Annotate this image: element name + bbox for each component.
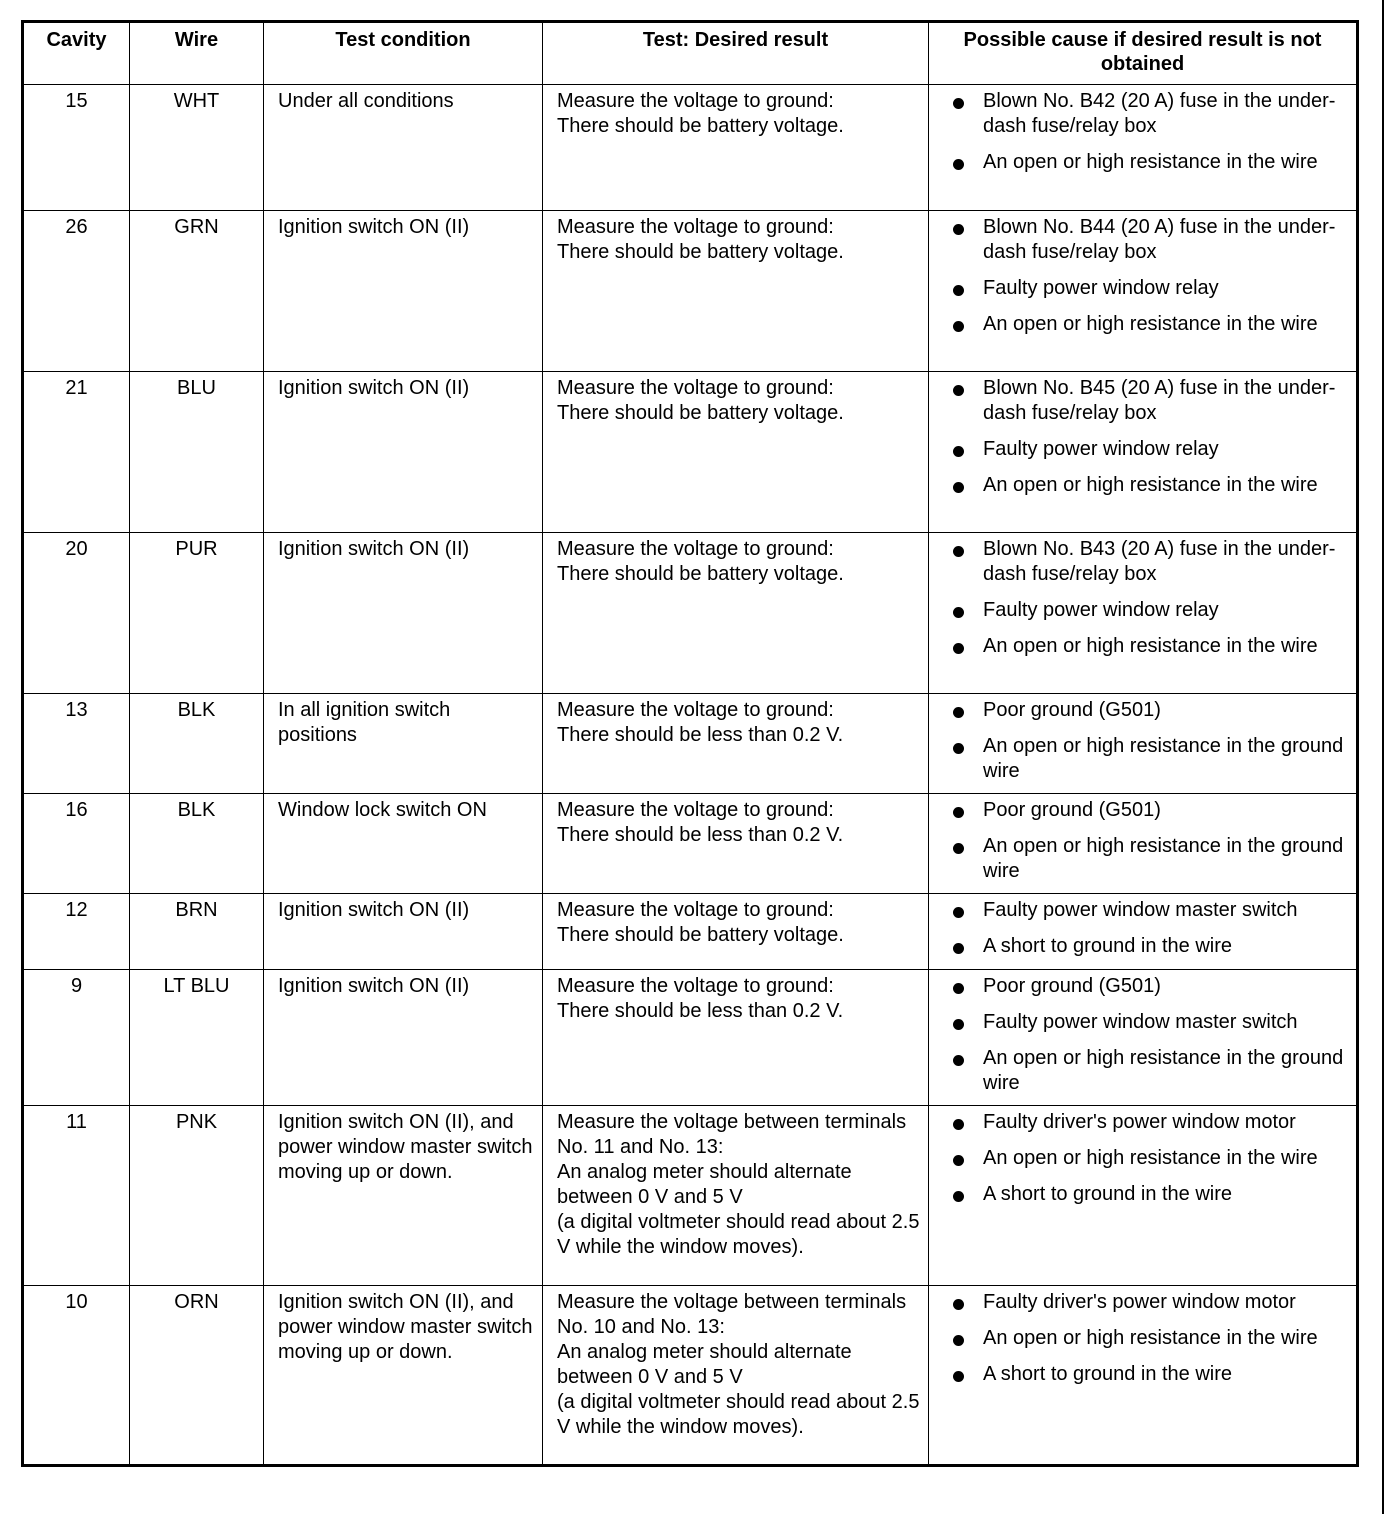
result-cell: Measure the voltage to ground: There should be less than 0.2 V. bbox=[543, 694, 929, 794]
result-cell: Measure the voltage between terminals No. 11 and No. 13: An analog meter should alternate between 0 V and 5 V (a digital voltmeter should read about 2.5 V while the window moves). bbox=[543, 1106, 929, 1286]
cause-text: A short to ground in the wire bbox=[983, 935, 1233, 957]
bullet-icon bbox=[953, 607, 964, 618]
cause-list bbox=[929, 533, 1356, 665]
bullet-icon bbox=[953, 1119, 964, 1130]
cause-text: Faulty power window master switch bbox=[983, 899, 1298, 921]
bullet-icon bbox=[953, 943, 964, 954]
wire-cell: WHT bbox=[130, 85, 264, 211]
cause-text: Blown No. B45 (20 A) fuse in the under-dash fuse/relay box bbox=[983, 377, 1336, 424]
list-item bbox=[951, 215, 1346, 265]
header-desired-result: Test: Desired result bbox=[543, 22, 929, 85]
cause-text: Faulty power window master switch bbox=[983, 1011, 1298, 1033]
result-cell: Measure the voltage to ground: There should be battery voltage. bbox=[543, 533, 929, 694]
cause-text: An open or high resistance in the ground wire bbox=[983, 835, 1344, 882]
bullet-icon bbox=[953, 98, 964, 109]
list-item bbox=[951, 312, 1346, 337]
bullet-icon bbox=[953, 743, 964, 754]
cause-text: An open or high resistance in the wire bbox=[983, 1147, 1318, 1169]
cause-text: Faulty power window relay bbox=[983, 277, 1219, 299]
cause-text: An open or high resistance in the ground wire bbox=[983, 735, 1344, 782]
list-item bbox=[951, 150, 1346, 175]
wire-cell: GRN bbox=[130, 211, 264, 372]
bullet-icon bbox=[953, 321, 964, 332]
cause-text: Blown No. B43 (20 A) fuse in the under-dash fuse/relay box bbox=[983, 538, 1336, 585]
list-item bbox=[951, 376, 1346, 426]
cause-text: An open or high resistance in the wire bbox=[983, 151, 1318, 173]
cause-text: A short to ground in the wire bbox=[983, 1363, 1233, 1385]
wire-cell: PUR bbox=[130, 533, 264, 694]
cause-list bbox=[929, 694, 1356, 790]
bullet-icon bbox=[953, 385, 964, 396]
table-row bbox=[23, 372, 1358, 533]
cavity-cell: 20 bbox=[23, 533, 130, 694]
list-item bbox=[951, 698, 1346, 723]
table-row bbox=[23, 1106, 1358, 1286]
cause-text: Poor ground (G501) bbox=[983, 975, 1161, 997]
cause-text: An open or high resistance in the wire bbox=[983, 474, 1318, 496]
cause-text: Poor ground (G501) bbox=[983, 799, 1161, 821]
cause-list bbox=[929, 85, 1356, 181]
cause-list bbox=[929, 372, 1356, 504]
table-row bbox=[23, 894, 1358, 970]
header-cavity: Cavity bbox=[23, 22, 130, 85]
bullet-icon bbox=[953, 1191, 964, 1202]
cause-cell bbox=[929, 694, 1358, 794]
table-row bbox=[23, 970, 1358, 1106]
cause-cell bbox=[929, 970, 1358, 1106]
table-row bbox=[23, 85, 1358, 211]
cavity-cell: 9 bbox=[23, 970, 130, 1106]
bullet-icon bbox=[953, 285, 964, 296]
table-row bbox=[23, 694, 1358, 794]
cause-text: An open or high resistance in the wire bbox=[983, 1327, 1318, 1349]
wire-cell: PNK bbox=[130, 1106, 264, 1286]
cause-cell bbox=[929, 794, 1358, 894]
cavity-cell: 11 bbox=[23, 1106, 130, 1286]
list-item bbox=[951, 734, 1346, 784]
cause-cell bbox=[929, 1286, 1358, 1466]
bullet-icon bbox=[953, 1371, 964, 1382]
wire-cell: BRN bbox=[130, 894, 264, 970]
cause-list bbox=[929, 794, 1356, 890]
table-row bbox=[23, 211, 1358, 372]
cavity-cell: 13 bbox=[23, 694, 130, 794]
cause-text: Faulty driver's power window motor bbox=[983, 1111, 1296, 1133]
result-cell: Measure the voltage to ground: There should be battery voltage. bbox=[543, 894, 929, 970]
wire-cell: BLU bbox=[130, 372, 264, 533]
bullet-icon bbox=[953, 482, 964, 493]
list-item bbox=[951, 1290, 1346, 1315]
bullet-icon bbox=[953, 707, 964, 718]
header-wire: Wire bbox=[130, 22, 264, 85]
list-item bbox=[951, 634, 1346, 659]
list-item bbox=[951, 974, 1346, 999]
wire-cell: BLK bbox=[130, 694, 264, 794]
cavity-cell: 15 bbox=[23, 85, 130, 211]
cause-list bbox=[929, 894, 1356, 965]
bullet-icon bbox=[953, 907, 964, 918]
list-item bbox=[951, 1326, 1346, 1351]
list-item bbox=[951, 537, 1346, 587]
bullet-icon bbox=[953, 446, 964, 457]
cause-list bbox=[929, 1286, 1356, 1393]
list-item bbox=[951, 898, 1346, 923]
list-item bbox=[951, 798, 1346, 823]
wire-cell: ORN bbox=[130, 1286, 264, 1466]
cause-text: Faulty power window relay bbox=[983, 599, 1219, 621]
cavity-cell: 12 bbox=[23, 894, 130, 970]
condition-cell: Under all conditions bbox=[264, 85, 543, 211]
cause-list bbox=[929, 970, 1356, 1102]
cause-text: A short to ground in the wire bbox=[983, 1183, 1233, 1205]
list-item bbox=[951, 1362, 1346, 1387]
header-test-condition: Test condition bbox=[264, 22, 543, 85]
result-cell: Measure the voltage to ground: There should be battery voltage. bbox=[543, 85, 929, 211]
cause-text: Faulty power window relay bbox=[983, 438, 1219, 460]
condition-cell: Ignition switch ON (II) bbox=[264, 372, 543, 533]
list-item bbox=[951, 1110, 1346, 1135]
condition-cell: Ignition switch ON (II), and power window master switch moving up or down. bbox=[264, 1106, 543, 1286]
cause-text: An open or high resistance in the wire bbox=[983, 313, 1318, 335]
cavity-cell: 21 bbox=[23, 372, 130, 533]
bullet-icon bbox=[953, 843, 964, 854]
bullet-icon bbox=[953, 983, 964, 994]
wire-cell: BLK bbox=[130, 794, 264, 894]
bullet-icon bbox=[953, 1299, 964, 1310]
header-row bbox=[23, 22, 1358, 85]
condition-cell: Ignition switch ON (II), and power window master switch moving up or down. bbox=[264, 1286, 543, 1466]
cavity-cell: 16 bbox=[23, 794, 130, 894]
condition-cell: Ignition switch ON (II) bbox=[264, 533, 543, 694]
bullet-icon bbox=[953, 1019, 964, 1030]
list-item bbox=[951, 276, 1346, 301]
bullet-icon bbox=[953, 546, 964, 557]
wire-cell: LT BLU bbox=[130, 970, 264, 1106]
bullet-icon bbox=[953, 224, 964, 235]
list-item bbox=[951, 1010, 1346, 1035]
cause-text: Faulty driver's power window motor bbox=[983, 1291, 1296, 1313]
condition-cell: Ignition switch ON (II) bbox=[264, 894, 543, 970]
cavity-cell: 10 bbox=[23, 1286, 130, 1466]
bullet-icon bbox=[953, 1335, 964, 1346]
cause-cell bbox=[929, 372, 1358, 533]
cause-text: Poor ground (G501) bbox=[983, 699, 1161, 721]
list-item bbox=[951, 1146, 1346, 1171]
table-row bbox=[23, 794, 1358, 894]
bullet-icon bbox=[953, 1055, 964, 1066]
result-cell: Measure the voltage to ground: There should be less than 0.2 V. bbox=[543, 970, 929, 1106]
table-row bbox=[23, 533, 1358, 694]
list-item bbox=[951, 1182, 1346, 1207]
cause-list bbox=[929, 211, 1356, 343]
cause-list bbox=[929, 1106, 1356, 1213]
cause-text: Blown No. B44 (20 A) fuse in the under-dash fuse/relay box bbox=[983, 216, 1336, 263]
condition-cell: In all ignition switch positions bbox=[264, 694, 543, 794]
cause-cell bbox=[929, 533, 1358, 694]
table-row bbox=[23, 1286, 1358, 1466]
right-edge-line bbox=[1382, 0, 1384, 1514]
result-cell: Measure the voltage to ground: There should be less than 0.2 V. bbox=[543, 794, 929, 894]
condition-cell: Window lock switch ON bbox=[264, 794, 543, 894]
list-item bbox=[951, 473, 1346, 498]
bullet-icon bbox=[953, 807, 964, 818]
cavity-cell: 26 bbox=[23, 211, 130, 372]
condition-cell: Ignition switch ON (II) bbox=[264, 970, 543, 1106]
result-cell: Measure the voltage between terminals No. 10 and No. 13: An analog meter should alternate between 0 V and 5 V (a digital voltmeter should read about 2.5 V while the window moves). bbox=[543, 1286, 929, 1466]
list-item bbox=[951, 598, 1346, 623]
bullet-icon bbox=[953, 1155, 964, 1166]
condition-cell: Ignition switch ON (II) bbox=[264, 211, 543, 372]
list-item bbox=[951, 934, 1346, 959]
connector-test-table bbox=[21, 20, 1359, 1467]
cause-cell bbox=[929, 85, 1358, 211]
bullet-icon bbox=[953, 159, 964, 170]
list-item bbox=[951, 834, 1346, 884]
list-item bbox=[951, 1046, 1346, 1096]
cause-cell bbox=[929, 1106, 1358, 1286]
list-item bbox=[951, 89, 1346, 139]
result-cell: Measure the voltage to ground: There should be battery voltage. bbox=[543, 372, 929, 533]
cause-text: Blown No. B42 (20 A) fuse in the under-dash fuse/relay box bbox=[983, 90, 1336, 137]
cause-text: An open or high resistance in the wire bbox=[983, 635, 1318, 657]
header-possible-cause: Possible cause if desired result is not obtained bbox=[929, 22, 1358, 85]
bullet-icon bbox=[953, 643, 964, 654]
cause-cell bbox=[929, 894, 1358, 970]
cause-text: An open or high resistance in the ground wire bbox=[983, 1047, 1344, 1094]
list-item bbox=[951, 437, 1346, 462]
result-cell: Measure the voltage to ground: There should be battery voltage. bbox=[543, 211, 929, 372]
cause-cell bbox=[929, 211, 1358, 372]
